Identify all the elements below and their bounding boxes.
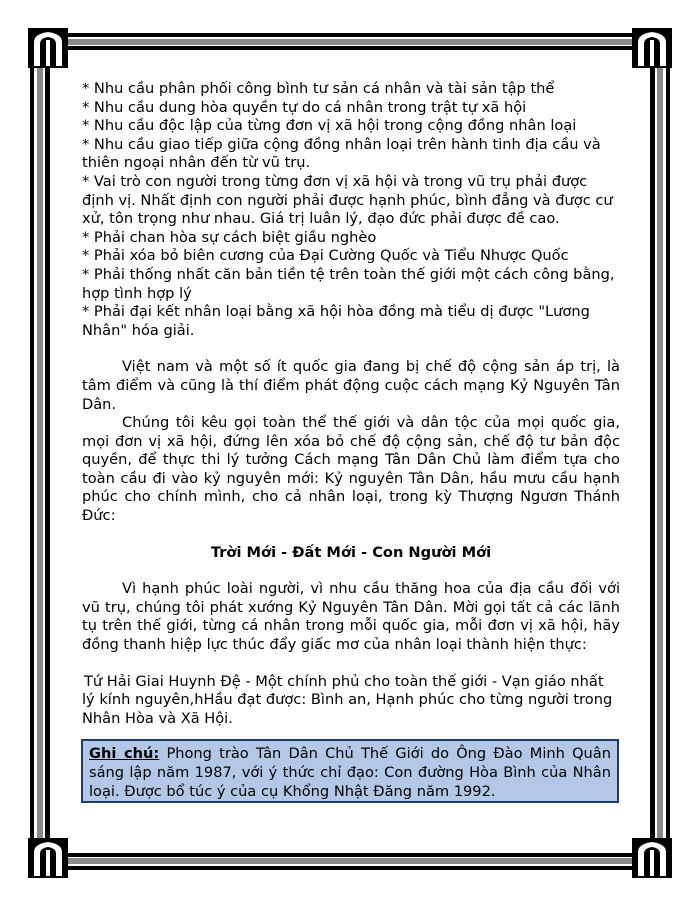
note-label: Ghi chú: [89, 745, 160, 762]
corner-ornament-icon [26, 836, 70, 880]
frame-right-inner [650, 46, 655, 857]
frame-right-outer [666, 33, 670, 870]
paragraph-motto: Tứ Hải Giai Huynh Đệ - Một chính phủ cho toàn thế giới - Vạn giáo nhất lý kính nguyên,hHầu đạt được: Bình an, Hạnh phúc cho từng người trong Nhân Hòa và Xã Hội. [82, 672, 613, 727]
frame-top-mid [40, 39, 660, 45]
document-body [82, 80, 620, 728]
frame-top-outer [30, 33, 670, 37]
corner-ornament-icon [630, 26, 674, 70]
frame-bottom-inner [40, 853, 660, 857]
paragraph-happiness: Vì hạnh phúc loài người, vì nhu cầu thăng hoa của địa cầu đối với vũ trụ, chúng tôi phát xướng Kỷ Nguyên Tân Dân. Mời gọi tất cả các lãnh tụ trên thế giới, từng cá nhân trong mỗi quốc gia, mỗi đơn vị xã hội, hãy đồng thanh hiệp lực thúc đẩy giấc mơ của nhân loại thành hiện thực: [82, 580, 620, 654]
bullet-item: * Phải chan hòa sự cách biệt giầu nghèo [82, 228, 377, 246]
bullet-item: * Nhu cầu phân phối công bình tư sản cá nhân và tài sản tập thể [82, 80, 555, 97]
frame-right-mid [657, 40, 663, 863]
bullet-item: * Phải thống nhất căn bản tiền tệ trên toàn thế giới một cách công bằng, hợp tình hợp lý [82, 265, 615, 302]
frame-bottom-outer [30, 866, 670, 870]
bullet-list [82, 80, 620, 340]
bullet-item: * Vai trò con người trong từng đơn vị xã hội và trong vũ trụ phải được định vị. Nhất định con người phải được hạnh phúc, bình đẳng và được cư xử, tôn trọng như nhau. Giá trị luân lý, đạo đức phải được đề cao. [82, 172, 613, 228]
bullet-item: * Nhu cầu độc lập của từng đơn vị xã hội trong cộng đồng nhân loại [82, 117, 577, 135]
frame-top-inner [40, 46, 660, 50]
paragraph-vietnam: Việt nam và một số ít quốc gia đang bị chế độ cộng sản áp trị, là tâm điểm và cũng là thí điểm phát động cuộc cách mạng Kỷ Nguyên Tân Dân. [82, 358, 620, 413]
note-text: Phong trào Tân Dân Chủ Thế Giới do Ông Đào Minh Quân sáng lập năm 1987, với ý thức chỉ đạo: Con đường Hòa Bình của Nhân loại. Được bổ túc ý của cụ Khổng Nhật Đăng năm 1992. [89, 745, 611, 800]
corner-ornament-icon [26, 26, 70, 70]
bullet-item: * Nhu cầu giao tiếp giữa cộng đồng nhân loại trên hành tinh địa cầu và thiên ngoại nhân đến từ vũ trụ. [82, 135, 601, 172]
bullet-item: * Phải xóa bỏ biên cương của Đại Cường Quốc và Tiểu Nhược Quốc [82, 247, 569, 265]
note-box [81, 739, 619, 803]
corner-ornament-icon [630, 836, 674, 880]
frame-left-outer [30, 33, 34, 870]
frame-left-mid [37, 40, 43, 863]
paragraph-call-to-world: Chúng tôi kêu gọi toàn thể thế giới và dân tộc của mọi quốc gia, mọi đơn vị xã hội, đứng lên xóa bỏ chế độ cộng sản, chế độ tư bản độc quyền, để thực thi lý tưởng Cách mạng Tân Dân Chủ làm điểm tựa cho toàn cầu đi vào kỷ nguyên mới: Kỷ nguyên Tân Dân, hầu mưu cầu hạnh phúc cho chính mình, cho cả nhân loại, trong kỳ Thượng Ngươn Thánh Đức: [82, 414, 620, 525]
frame-bottom-mid [40, 858, 660, 864]
bullet-item: * Nhu cầu dung hòa quyền tự do cá nhân trong trật tự xã hội [82, 98, 527, 116]
bullet-item: * Phải đại kết nhân loại bằng xã hội hòa đồng mà tiểu dị được "Lương Nhân" hóa giải. [82, 303, 590, 339]
frame-left-inner [45, 46, 50, 857]
section-heading: Trời Mới - Đất Mới - Con Người Mới [210, 543, 492, 561]
